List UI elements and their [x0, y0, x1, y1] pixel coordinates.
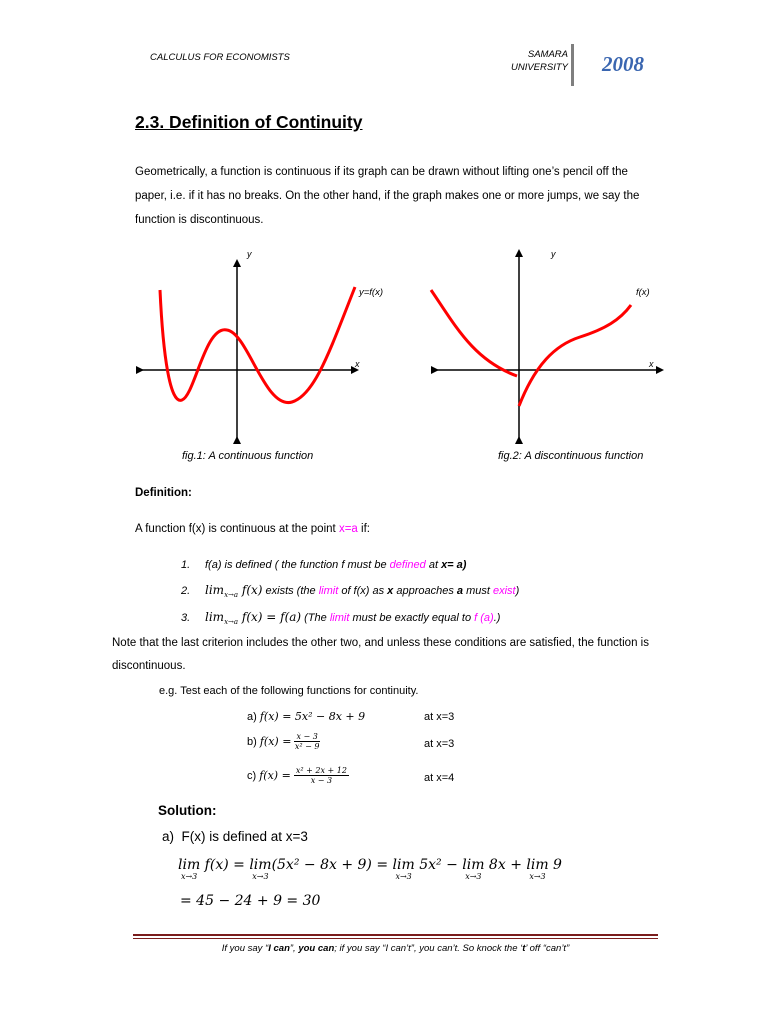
criteria-list — [181, 559, 519, 634]
intro-paragraph: Geometrically, a function is continuous if its graph can be drawn without lifting one’s pencil off the paper, i.e. if it has no breaks. On the other hand, if the graph makes one or more jumps, we say the function is discontinuous. — [135, 166, 640, 226]
criterion-2 — [181, 583, 519, 610]
definition-intro-tail: if: — [357, 523, 370, 535]
criterion-text: x→a — [224, 618, 239, 627]
footer-quote-t: t — [522, 943, 526, 954]
running-header-title: CALCULUS FOR ECONOMISTS — [150, 52, 290, 63]
criterion-text: f(a) is defined ( the function — [205, 559, 342, 571]
criterion-3 — [181, 610, 519, 634]
limit-operator — [393, 857, 415, 881]
criterion-text: exists (the — [262, 585, 319, 597]
figure-discontinuous-function — [425, 245, 670, 450]
limit-operator — [462, 857, 484, 881]
fig2-caption: fig.2: A discontinuous function — [498, 450, 644, 462]
limit-subscript: x→3 — [180, 872, 198, 881]
example-a-point: at x=3 — [424, 711, 455, 723]
example-b-denominator: x² − 9 — [294, 742, 320, 751]
limit-symbol: lim — [249, 857, 272, 873]
criterion-text: a — [456, 585, 464, 597]
example-item-a — [247, 710, 365, 723]
limit-subscript: x→3 — [252, 872, 269, 881]
solution-equation-1 — [178, 857, 562, 881]
criterion-text: x — [387, 585, 394, 597]
example-b-lhs: f(x) = — [259, 735, 292, 748]
example-intro: e.g. Test each of the following functions for continuity. — [159, 685, 419, 697]
example-c-fraction — [294, 766, 349, 785]
example-c-point: at x=4 — [424, 772, 455, 784]
limit-operator — [178, 857, 200, 881]
example-item-b — [247, 732, 320, 751]
figure-continuous-function — [130, 245, 390, 450]
criterion-number: 2. — [181, 585, 191, 597]
criterion-text: must be — [344, 559, 390, 571]
limit-subscript: x→3 — [465, 872, 482, 881]
footer-quote-mid1: ”, — [289, 943, 299, 954]
footer-quote-you-can: you can — [298, 943, 335, 954]
criterion-text: ) — [515, 585, 520, 597]
footer-quote — [133, 943, 658, 954]
footer-quote-pre: If you say “ — [221, 943, 269, 954]
criterion-text: .) — [493, 612, 501, 624]
limit-symbol: lim — [392, 857, 415, 873]
fig2-x-label: x — [649, 359, 654, 369]
criterion-text: f (a) — [474, 612, 494, 624]
fig1-curve — [160, 287, 355, 403]
criterion-text: limit — [318, 585, 339, 597]
fig1-x-label: x — [355, 359, 360, 369]
limit-symbol: lim — [178, 857, 201, 873]
criterion-text: f(x) — [238, 583, 263, 597]
definition-point: x=a — [338, 523, 358, 535]
example-b-fraction — [294, 732, 319, 751]
footer-quote-i-can: I can — [268, 943, 290, 954]
fig2-curve-right — [519, 305, 631, 406]
example-c-denominator: x − 3 — [310, 776, 333, 785]
institution-line-1: SAMARA — [527, 49, 568, 60]
criterion-text: x= a) — [441, 559, 467, 571]
example-item-c — [247, 766, 349, 785]
criterion-text: limit — [329, 612, 350, 624]
fig1-curve-label: y=f(x) — [359, 287, 384, 298]
fig1-y-label: y — [247, 249, 252, 259]
definition-heading: Definition: — [135, 487, 192, 499]
solution-equation-2: = 45 − 24 + 9 = 30 — [180, 893, 321, 909]
example-c-label: c) — [247, 769, 257, 782]
criterion-number: 3. — [181, 612, 191, 624]
criterion-text: f(x) = f(a) — [238, 610, 302, 624]
fig2-curve-left — [431, 290, 517, 376]
limit-operator — [526, 857, 548, 881]
equation-term: 8x + — [484, 857, 527, 873]
criterion-1 — [181, 559, 519, 583]
criterion-text: lim — [205, 583, 225, 597]
limit-subscript: x→3 — [529, 872, 546, 881]
limit-subscript: x→3 — [395, 872, 412, 881]
example-a-function: f(x) = 5x² − 8x + 9 — [259, 710, 366, 723]
example-b-point: at x=3 — [424, 738, 455, 750]
equation-term: f(x) = — [200, 857, 250, 873]
criterion-text: x→a — [224, 591, 239, 600]
criterion-text: approaches — [393, 585, 457, 597]
example-b-numerator: x − 3 — [296, 732, 318, 741]
header-year: 2008 — [602, 52, 644, 76]
example-c-numerator: x² + 2x + 12 — [295, 766, 347, 775]
criterion-text: exist — [492, 585, 516, 597]
definition-intro-text: A function f(x) is continuous at the point — [135, 523, 339, 535]
footer-quote-post: ’ off “can’t” — [525, 943, 570, 954]
limit-symbol: lim — [526, 857, 549, 873]
footer-rule-thin — [133, 938, 658, 939]
note-paragraph: Note that the last criterion includes the other two, and unless these conditions are satisfied, the function is discontinuous. — [112, 637, 649, 672]
criterion-text: must be exactly equal to — [349, 612, 475, 624]
running-header-institution — [508, 48, 568, 74]
limit-operator — [249, 857, 271, 881]
definition-intro — [135, 523, 370, 535]
equation-term: (5x² − 8x + 9) = — [271, 857, 393, 873]
fig2-curve-label: f(x) — [636, 287, 650, 298]
limit-symbol: lim — [462, 857, 485, 873]
fig2-y-label: y — [551, 249, 556, 259]
criterion-text: of f(x) as — [338, 585, 388, 597]
footer-quote-mid2: ; if you say “I can’t”, you can’t. So knock the ‘ — [334, 943, 523, 954]
institution-line-2: UNIVERSITY — [510, 62, 568, 73]
solution-part-a: a) F(x) is defined at x=3 — [162, 829, 308, 844]
fig1-caption: fig.1: A continuous function — [182, 450, 314, 462]
section-title: 2.3. Definition of Continuity — [135, 112, 363, 132]
example-c-lhs: f(x) = — [259, 769, 291, 782]
example-b-label: b) — [247, 735, 257, 748]
criterion-number: 1. — [181, 559, 191, 571]
criterion-text: f — [341, 559, 345, 571]
criterion-text: lim — [205, 610, 225, 624]
header-divider — [571, 44, 574, 86]
solution-heading: Solution: — [158, 803, 217, 818]
criterion-text: defined — [389, 559, 426, 571]
equation-term: 9 — [548, 857, 562, 873]
criterion-text: must — [463, 585, 493, 597]
example-a-label: a) — [247, 711, 257, 723]
equation-term: 5x² − — [414, 857, 463, 873]
criterion-text: (The — [301, 612, 330, 624]
footer-rule — [133, 934, 658, 936]
criterion-text: at — [425, 559, 442, 571]
